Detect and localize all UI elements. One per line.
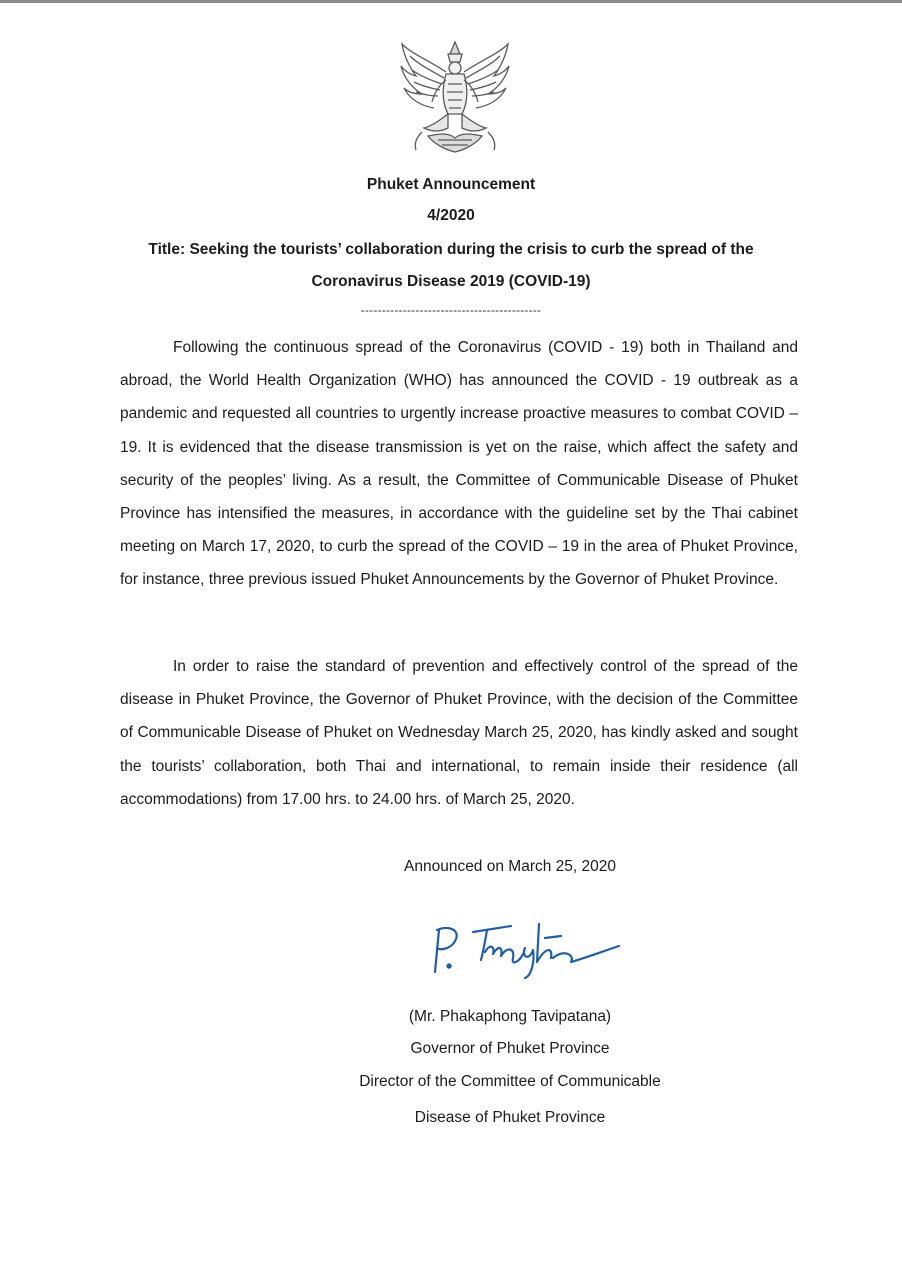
separator-line: ------------------------------------------- xyxy=(360,303,542,317)
signatory-position-2: Director of the Committee of Communicable xyxy=(359,1073,661,1090)
announcement-title-line1: Title: Seeking the tourists’ collaboration during the crisis to curb the spread of the xyxy=(148,241,754,258)
announcement-title-line2: Coronavirus Disease 2019 (COVID-19) xyxy=(311,273,591,290)
signatory-position-1: Governor of Phuket Province xyxy=(410,1040,610,1057)
signatory-name: (Mr. Phakaphong Tavipatana) xyxy=(408,1008,612,1025)
garuda-emblem-icon xyxy=(398,40,512,156)
body-paragraph-2: In order to raise the standard of prevention and effectively control of the spread of the disease in Phuket Province, the Governor of Phuket Province, with the decision of the Committee of Communicable Disease of Phuket on Wednesday March 25, 2020, has kindly asked and sought the tourists’ collaboration, both Thai and international, to remain inside their residence (all accommodations) from 17.00 hrs. to 24.00 hrs. of March 25, 2020. xyxy=(120,658,798,808)
scan-edge xyxy=(0,0,902,3)
announcement-number: 4/2020 xyxy=(427,207,475,224)
signatory-position-3: Disease of Phuket Province xyxy=(414,1109,606,1126)
announcement-heading: Phuket Announcement xyxy=(366,176,536,193)
body-paragraph-1: Following the continuous spread of the Coronavirus (COVID - 19) both in Thailand and abroad, the World Health Organization (WHO) has announced the COVID - 19 outbreak as a pandemic and requested all countries to urgently increase proactive measures to combat COVID – 19. It is evidenced that the disease transmission is yet on the raise, which affect the safety and security of the peoples’ living. As a result, the Committee of Communicable Disease of Phuket Province has intensified the measures, in accordance with the guideline set by the Thai cabinet meeting on March 17, 2020, to curb the spread of the COVID – 19 in the area of Phuket Province, for instance, three previous issued Phuket Announcements by the Governor of Phuket Province. xyxy=(120,339,798,589)
announced-date: Announced on March 25, 2020 xyxy=(404,858,616,875)
handwritten-signature xyxy=(425,918,625,988)
